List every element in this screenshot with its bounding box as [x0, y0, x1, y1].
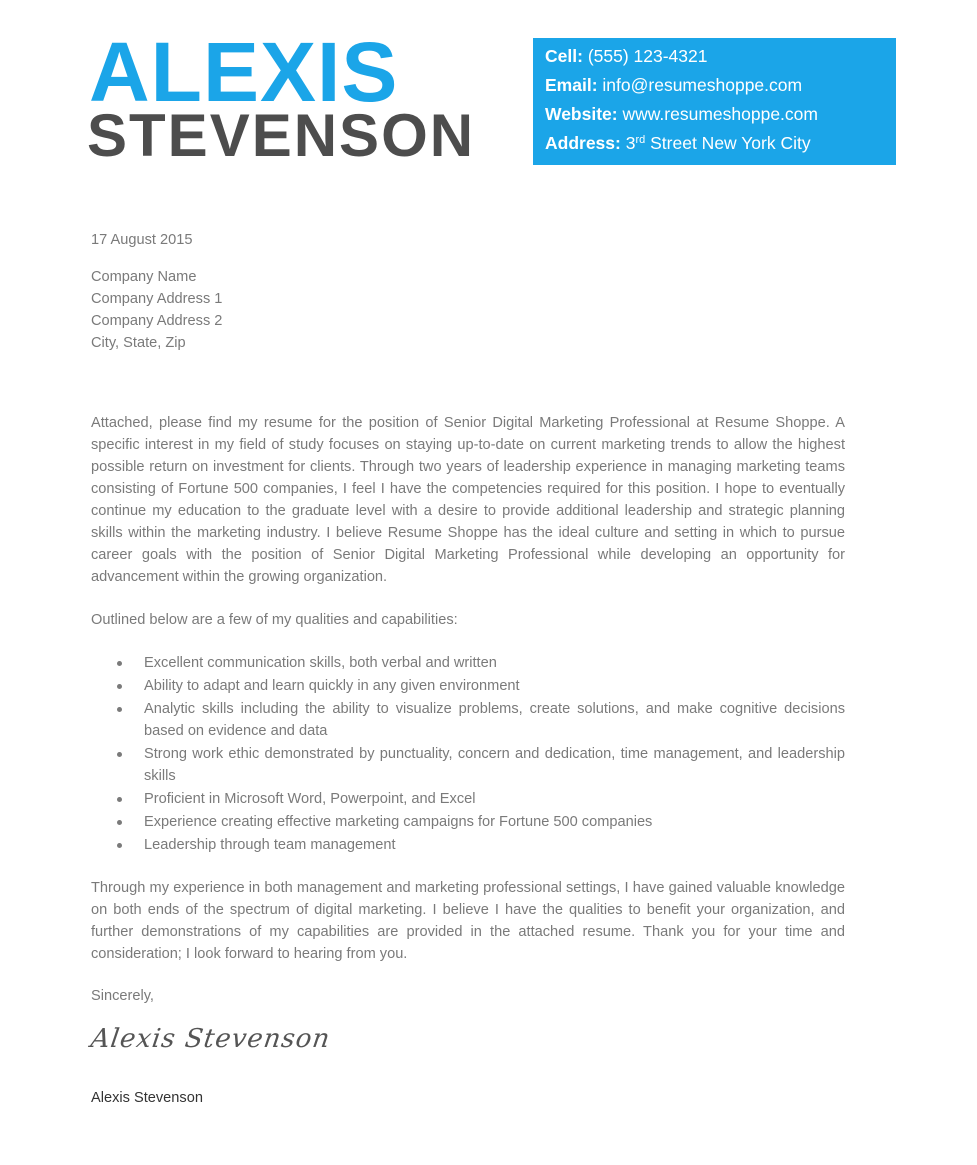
recipient-line: Company Address 1	[91, 291, 223, 307]
contact-website	[545, 100, 896, 129]
handwritten-signature: Alexis Stevenson	[88, 1024, 333, 1054]
contact-address	[545, 129, 896, 158]
address-number: 3	[625, 133, 636, 153]
list-item-text: Excellent communication skills, both verbal and written	[144, 655, 497, 671]
contact-cell	[545, 42, 896, 71]
address-label: Address:	[545, 133, 621, 153]
letter-date: 17 August 2015	[91, 232, 193, 248]
list-item	[91, 788, 845, 810]
bullet-icon	[117, 661, 122, 666]
bullet-icon	[117, 820, 122, 825]
contact-email	[545, 71, 896, 100]
bullet-icon	[117, 797, 122, 802]
bullet-icon	[117, 707, 122, 712]
list-item	[91, 652, 845, 674]
website-value[interactable]: www.resumeshoppe.com	[622, 104, 818, 124]
first-name: ALEXIS	[89, 25, 399, 119]
email-value[interactable]: info@resumeshoppe.com	[602, 75, 803, 95]
list-item	[91, 743, 845, 787]
list-item-text: Strong work ethic demonstrated by punctuality, concern and dedication, time management, and leadership skills	[144, 746, 845, 784]
qualities-list	[91, 652, 845, 857]
email-label: Email:	[545, 75, 598, 95]
list-item	[91, 834, 845, 856]
list-item-text: Ability to adapt and learn quickly in any given environment	[144, 678, 520, 694]
recipient-line: City, State, Zip	[91, 335, 186, 351]
cell-label: Cell:	[545, 46, 583, 66]
address-rest: Street New York City	[650, 133, 811, 153]
body-paragraph-3: Through my experience in both management and marketing professional settings, I have gained valuable knowledge on both ends of the spectrum of digital marketing. I believe I have the qualities to benefit your organization, and further demonstrations of my capabilities are provided in the attached resume. Thank you for your time and consideration; I look forward to hearing from you.	[91, 880, 845, 962]
printed-name: Alexis Stevenson	[91, 1090, 203, 1106]
list-item-text: Analytic skills including the ability to visualize problems, create solutions, and make cognitive decisions based on evidence and data	[144, 701, 845, 739]
contact-box	[533, 38, 896, 165]
body-paragraph-2: Outlined below are a few of my qualities and capabilities:	[91, 612, 458, 628]
address-suffix: rd	[635, 134, 646, 146]
last-name: STEVENSON	[87, 102, 476, 169]
website-label: Website:	[545, 104, 618, 124]
list-item	[91, 698, 845, 742]
list-item-text: Experience creating effective marketing campaigns for Fortune 500 companies	[144, 814, 653, 830]
bullet-icon	[117, 684, 122, 689]
closing-salutation: Sincerely,	[91, 988, 154, 1004]
list-item-text: Proficient in Microsoft Word, Powerpoint, and Excel	[144, 791, 476, 807]
list-item	[91, 675, 845, 697]
recipient-block	[91, 266, 845, 354]
list-item-text: Leadership through team management	[144, 837, 396, 853]
bullet-icon	[117, 843, 122, 848]
bullet-icon	[117, 752, 122, 757]
cell-value: (555) 123-4321	[587, 46, 708, 66]
recipient-line: Company Address 2	[91, 313, 223, 329]
body-paragraph-1: Attached, please find my resume for the position of Senior Digital Marketing Professional at Resume Shoppe. A specific interest in my field of study focuses on staying up-to-date on current marketing trends to allow the highest possible return on investment for clients. Through two years of leadership experience in managing marketing teams consisting of Fortune 500 companies, I feel I have the competencies required for this position. I hope to eventually continue my education to the graduate level with a desire to provide additional leadership and strategic planning skills within the marketing industry. I believe Resume Shoppe has the ideal culture and setting in which to pursue career goals with the position of Senior Digital Marketing Professional while developing an opportunity for advancement within the growing organization.	[91, 415, 845, 585]
recipient-line: Company Name	[91, 269, 197, 285]
list-item	[91, 811, 845, 833]
